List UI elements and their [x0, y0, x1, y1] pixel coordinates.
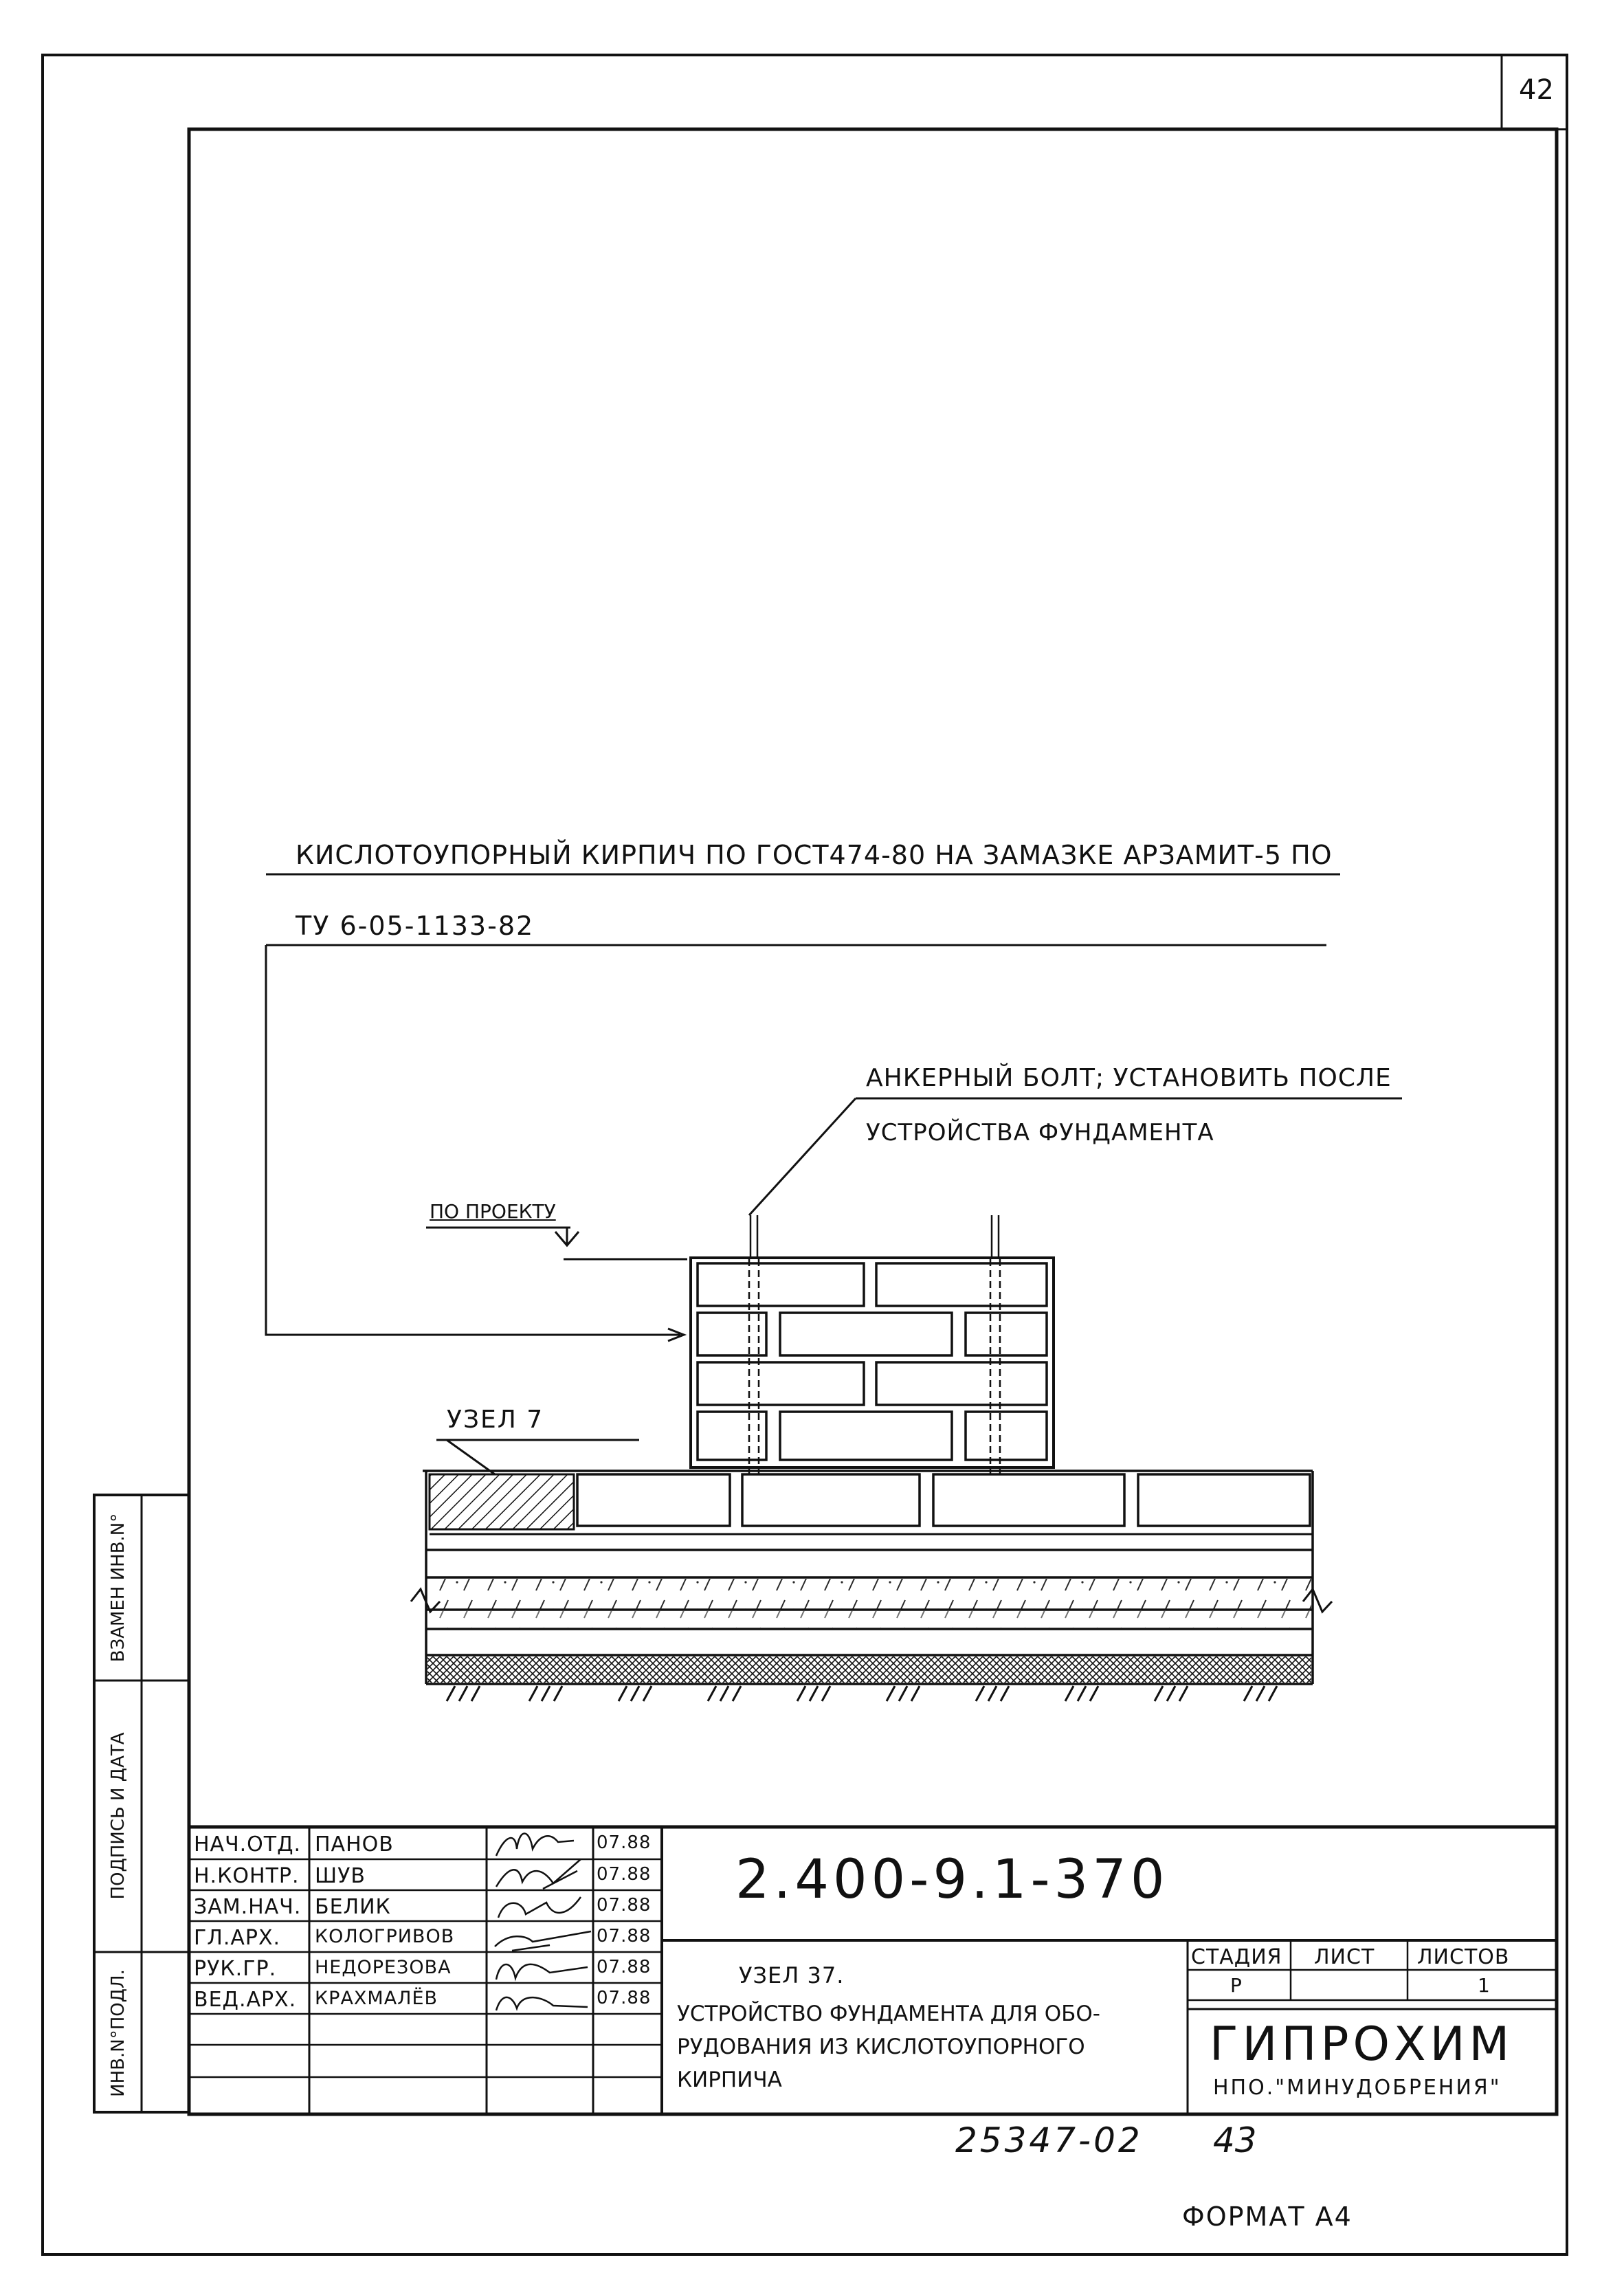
org-subtitle: НПО."МИНУДОБРЕНИЯ": [1213, 2076, 1502, 2100]
role-cell: ЗАМ.НАЧ.: [194, 1895, 302, 1919]
date-cell: 07.88: [597, 1988, 652, 2008]
date-cell: 07.88: [597, 1926, 652, 1947]
name-cell: ПАНОВ: [315, 1832, 394, 1856]
role-cell: Н.КОНТР.: [194, 1864, 300, 1888]
level-mark: [426, 1228, 687, 1259]
callout-brick-line2: ТУ 6-05-1133-82: [296, 911, 535, 941]
callout-bolt-line2: УСТРОЙСТВА ФУНДАМЕНТА: [866, 1119, 1214, 1146]
name-cell: КОЛОГРИВОВ: [315, 1926, 455, 1947]
role-cell: РУК.ГР.: [194, 1957, 277, 1981]
title-line4: КИРПИЧА: [677, 2067, 782, 2092]
sheets-value: 1: [1478, 1974, 1491, 1997]
sheet-header: ЛИСТ: [1314, 1945, 1375, 1969]
title-line2: УСТРОЙСТВО ФУНДАМЕНТА ДЛЯ ОБО-: [677, 2002, 1100, 2026]
date-cell: 07.88: [597, 1957, 652, 1977]
soil-marks: [447, 1686, 1277, 1701]
node-7-hatch: [430, 1474, 574, 1529]
org-name: ГИПРОХИМ: [1210, 2017, 1514, 2072]
page-number: 42: [1519, 74, 1554, 106]
role-cell: НАЧ.ОТД.: [194, 1832, 302, 1856]
callout-brick-line1: КИСЛОТОУПОРНЫЙ КИРПИЧ ПО ГОСТ474-80 НА ЗАМАЗКЕ АРЗАМИТ-5 ПО: [296, 840, 1333, 870]
drawing-code: 2.400-9.1-370: [735, 1849, 1169, 1911]
stage-header: СТАДИЯ: [1191, 1945, 1282, 1969]
role-cell: ВЕД.АРХ.: [194, 1988, 297, 2012]
archive-number: 25347-02: [955, 2120, 1143, 2160]
sheet-ref: 43: [1213, 2120, 1257, 2160]
name-cell: НЕДОРЕЗОВА: [315, 1957, 452, 1978]
callout-bolt-leader: [749, 1098, 1402, 1215]
node-ref: УЗЕЛ 7: [447, 1406, 544, 1434]
date-cell: 07.88: [597, 1864, 652, 1885]
sheets-header: ЛИСТОВ: [1417, 1945, 1510, 1969]
role-cell: ГЛ.АРХ.: [194, 1926, 281, 1950]
name-cell: ШУВ: [315, 1864, 366, 1888]
side-stamp-inv-orig: ИНВ.N°ПОДЛ.: [108, 1969, 129, 2097]
name-cell: БЕЛИК: [315, 1895, 391, 1919]
side-stamp-signature-date: ПОДПИСЬ И ДАТА: [108, 1732, 129, 1900]
date-cell: 07.88: [597, 1832, 652, 1853]
side-stamp-inv-replace: ВЗАМЕН ИНВ.N°: [108, 1513, 129, 1663]
stage-value: Р: [1230, 1974, 1243, 1997]
level-label: ПО ПРОЕКТУ: [430, 1200, 556, 1223]
callout-bolt-line1: АНКЕРНЫЙ БОЛТ; УСТАНОВИТЬ ПОСЛЕ: [866, 1064, 1392, 1092]
format-label: ФОРМАТ А4: [1182, 2202, 1353, 2232]
title-line3: РУДОВАНИЯ ИЗ КИСЛОТОУПОРНОГО: [677, 2034, 1085, 2059]
date-cell: 07.88: [597, 1895, 652, 1916]
name-cell: КРАХМАЛЁВ: [315, 1988, 438, 2009]
title-line1: УЗЕЛ 37.: [739, 1962, 845, 1988]
